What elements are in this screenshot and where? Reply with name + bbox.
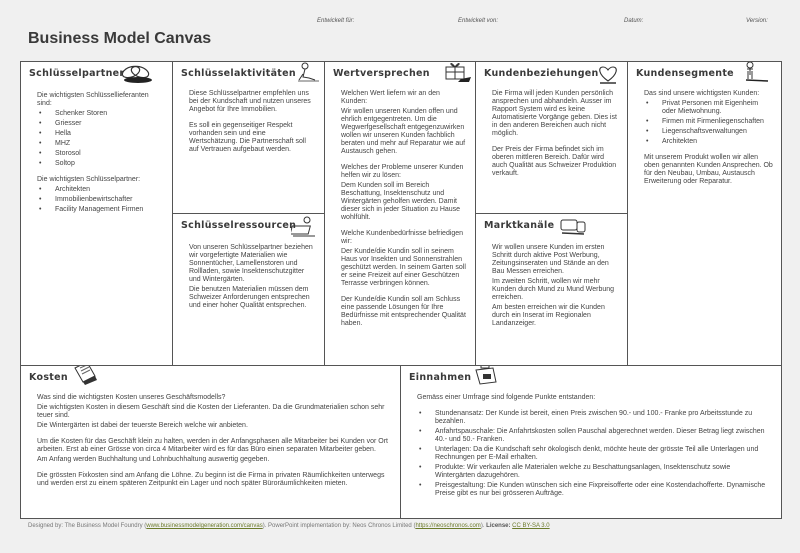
paragraph: Im zweiten Schritt, wollen wir mehr Kunden durch Mund zu Mund Werbung erreichen. [492,278,615,301]
block-content [341,90,467,330]
list-item: • Schenker Storen [37,110,164,118]
block-title: Wertversprechen [333,68,430,79]
block-title: Einnahmen [409,372,472,383]
gift-icon [443,61,473,84]
list-item: • Privat Personen mit Eigenheim oder Mietwohnung. [644,100,773,116]
paragraph: Die benutzen Materialien müssen dem Schweizer Anforderungen entsprechen und einer hoher Qualität entsprechen. [189,286,310,309]
list-item: • Facility Management Firmen [37,206,164,214]
answer: Der Kunde/die Kundin soll in seinem Haus vor Insekten und Sonnenstrahlen geschützt werden. In seinem Garten soll er seine Freizeit auf einer Geschützen Terrasse verbringen können. [341,248,466,287]
list-item: • Storosol [37,150,164,158]
paragraph: Wir wollen unsere Kunden im ersten Schritt durch aktive Post Werbung, Zeitungsinseraten und Stände an den Bau Messen erreichen. [492,244,609,275]
version-label: Version: [746,18,768,24]
cash-register-icon [473,365,499,388]
list-item: • Immobilienbewirtschafter [37,196,164,204]
list-item: • Liegenschaftsverwaltungen [644,128,773,136]
block-content [492,90,619,180]
chain-link-icon [118,64,156,84]
block-cost-structure[interactable] [20,365,401,519]
truck-icon [559,216,587,236]
heart-icon [596,64,620,84]
answer: Der Kunde/die Kundin soll am Schluss eine passende Lösungen für Ihre Bedürfnisse mit entsprechender Qualität haben. [341,296,466,327]
segments-list [644,100,773,146]
date-label: Datum: [624,18,644,24]
paragraph: Der Preis der Firma befindet sich im oberen mittleren Bereich. Dafür wird auch Qualität aus Schweizer Produktion verkauft. [492,146,617,177]
businessmodelgeneration-link[interactable]: www.businessmodelgeneration.com/canvas [146,523,263,529]
block-key-partners[interactable] [20,61,173,366]
block-content [37,394,390,490]
revenue-intro: Gemäss einer Umfrage sind folgende Punkte entstanden: [417,394,596,401]
block-channels[interactable] [475,213,628,366]
question: Welchen Wert liefern wir an den Kunden: [341,90,440,105]
license-label: License: [486,523,511,529]
list-item: • MHZ [37,140,164,148]
paragraph: Es soll ein gegenseitiger Respekt vorhanden sein und eine Wertschätzung. Die Partnerschaft soll auf Vertrauen aufgebaut werden. [189,122,306,153]
person-icon [740,61,770,85]
developed-for-label: Entwickelt für: [317,18,355,24]
footer-credits [28,523,550,529]
block-revenue-streams[interactable] [400,365,782,519]
block-key-resources[interactable] [172,213,325,366]
block-title: Schlüsselpartner [29,68,125,79]
revenue-list [417,410,771,498]
footer-text: ). [480,523,487,529]
block-title: Schlüsselaktivitäten [181,68,296,79]
list-item: • Architekten [37,186,164,194]
suppliers-list [37,110,164,168]
paragraph: Die grössten Fixkosten sind am Anfang die Löhne. Zu beginn ist die Firma in privaten Räumlichkeiten unterwegs und werden erst zu einem späteren Zeitpunkt ein Lager und noch später Büroräumlichkeiten mieten. [37,472,385,487]
block-title: Marktkanäle [484,220,555,231]
page-title: Business Model Canvas [28,30,212,47]
list-item: • Unterlagen: Da die Kundschaft sehr ökologisch denkt, möchte heute der grösste Teil alle Unterlagen und Rechnungen per E-Mail erhalten. [417,446,771,462]
partners-list [37,186,164,214]
list-item: • Preisgestaltung: Die Kunden wünschen sich eine Fixpreisofferte oder eine Kostendachofferte. Dynamische Preise gibt es nur bei grösseren Aufträge. [417,482,771,498]
paragraph: Die Wintergärten ist dabei der teuerste Bereich welche wir anbieten. [37,422,248,429]
footer-text: Designed by: The Business Model Foundry ( [28,523,147,529]
question: Welche Kundenbedürfnisse befriedigen wir: [341,230,464,245]
suppliers-intro: Die wichtigsten Schlüssellieferanten sind: [37,92,149,107]
paragraph: Am Anfang werden Buchhaltung und Lohnbuchhaltung auswertig gegeben. [37,456,270,463]
paragraph: Von unseren Schlüsselpartner beziehen wir vorgefertigte Materialien wie Sonnentücher, Lamellenstoren und Rollladen, sowie Insektenschutzgitter und Wintergärten. [189,244,313,283]
block-title: Schlüsselressourcen [181,220,297,231]
license-link[interactable]: CC BY-SA 3.0 [512,523,550,529]
list-item: • Stundenansatz: Der Kunde ist bereit, einen Preis zwischen 90.- und 100.- Franke pro Arbeitsstunde zu bezahlen. [417,410,771,426]
neoschronos-link[interactable]: https://neoschronos.com [415,523,481,529]
paragraph: Am besten erreichen wir die Kunden durch ein Inserat im Regionalen Landanzeiger. [492,304,605,327]
block-customer-relationships[interactable] [475,61,628,214]
worker-icon [295,62,321,84]
developed-by-label: Entwickelt von: [458,18,499,24]
block-key-activities[interactable] [172,61,325,214]
partners-intro: Die wichtigsten Schlüsselpartner: [37,176,141,183]
block-content [492,244,619,330]
block-title: Kundensegmente [636,68,734,79]
cost-question: Was sind die wichtigsten Kosten unseres Geschäftsmodells? [37,394,226,401]
block-content [644,90,773,188]
block-value-propositions[interactable] [324,61,476,366]
segments-intro: Das sind unsere wichtigsten Kunden: [644,90,760,97]
paragraph: Um die Kosten für das Geschäft klein zu halten, werden in der Anfangsphasen alle Mitarbeiter bei Kunden vor Ort arbeiten. Erst ab einer Grösse von circa 4 Mitarbeiter wird es für das Büro einen separaten Mitarbeiter geben. [37,438,388,453]
block-content [189,90,316,156]
answer: Dem Kunden soll im Bereich Beschattung, Insektenschutz und Wintergärten geholfen werden. Damit dieser sich in jeder Situation zu Hause wohlfühlt. [341,182,461,221]
paragraph: Die Firma will jeden Kunden persönlich ansprechen und abhandeln. Ausser im Rapport System wird es keine Automatisierte Vorgänge geben. Dies ist in den anderen Bereichen auch nicht möglich. [492,90,617,137]
list-item: • Griesser [37,120,164,128]
receipt-icon [71,365,99,386]
list-item: • Soltop [37,160,164,168]
block-content [189,244,316,312]
question: Welches der Probleme unserer Kunden helfen wir zu lösen: [341,164,464,179]
list-item: • Produkte: Wir verkaufen alle Materialen welche zu Beschattungsanlagen, Insektenschutz sowie Wintergärten dazugehören. [417,464,771,480]
list-item: • Hella [37,130,164,138]
forklift-icon [291,216,319,238]
list-item: • Architekten [644,138,773,146]
list-item: • Anfahrtspauschale: Die Anfahrtskosten sollen Pauschal abgerechnet werden. Dieser Betrag liegt zwischen 40.- und 50.- Franken. [417,428,771,444]
block-customer-segments[interactable] [627,61,782,366]
block-content [37,92,164,216]
footer-text: ). PowerPoint implementation by: Neos Chronos Limited ( [262,523,416,529]
block-title: Kundenbeziehungen [484,68,599,79]
block-content [417,394,771,500]
answer: Wir wollen unseren Kunden offen und ehrlich entgegentreten. Um die Wegwerfgesellschaft entgegenzuwirken wollen wir unseren Kunden fachblich beraten und mehr auf Reparatur wie auf Austausch gehen. [341,108,466,155]
business-model-canvas [20,61,780,518]
segments-outro: Mit unserem Produkt wollen wir allen oben genannten Kunden Ansprechen. Ob für den Neubau, Umbau, Austausch Erweiterung oder Reparatur. [644,154,773,185]
list-item: • Firmen mit Firmenliegenschaften [644,118,773,126]
paragraph: Die wichtigsten Kosten in diesem Geschäft sind die Kosten der Lieferanten. Da die Grundmaterialien schon sehr teuer sind. [37,404,385,419]
block-title: Kosten [29,372,68,383]
paragraph: Diese Schlüsselpartner empfehlen uns bei der Kundschaft und nutzen unseres Angebot für Ihre Immobilien. [189,90,311,113]
